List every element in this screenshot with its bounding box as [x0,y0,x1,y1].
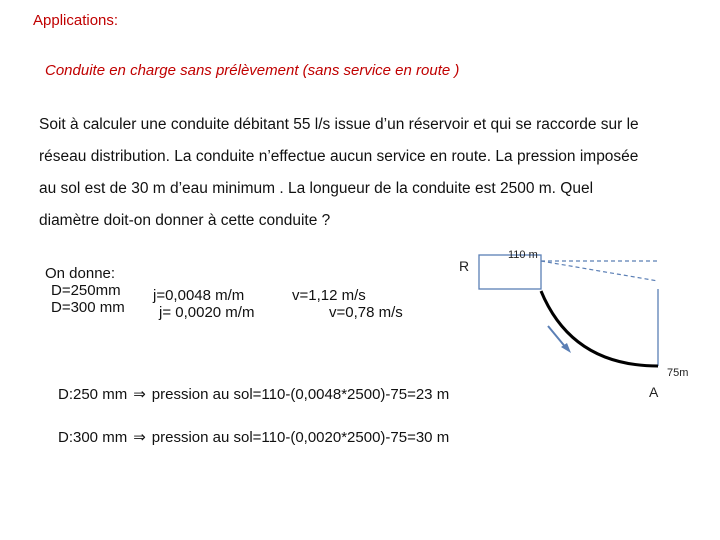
problem-line: réseau distribution. La conduite n’effectue aucun service en route. La pression imposée [39,148,639,165]
reservoir-label: R [459,258,470,274]
given-diameter-2: D=300 mm [51,299,125,316]
problem-line: diamètre doit-on donner à cette conduite ? [39,212,331,229]
subheading: Conduite en charge sans prélèvement (sans service en route ) [45,62,460,79]
problem-line: au sol est de 30 m d’eau minimum . La longueur de la conduite est 2500 m. Quel [39,180,594,197]
point-a-label: A [649,384,659,400]
velocity-1: v=1,12 m/s [292,287,366,304]
problem-line: Soit à calculer une conduite débitant 55 l/s issue d’un réservoir et qui se raccorde sur le [39,116,639,133]
implies-arrow-icon: ⇒ [133,385,146,403]
heading: Applications: [33,12,119,29]
result-lhs: D:250 mm [58,386,128,403]
height-label: 110 m [508,249,538,261]
velocity-2: v=0,78 m/s [329,304,403,321]
head-loss-2: j= 0,0020 m/m [159,304,255,321]
result-rhs: pression au sol=110-(0,0020*2500)-75=30 m [151,429,450,446]
implies-arrow-icon: ⇒ [133,428,146,446]
head-loss-1: j=0,0048 m/m [153,287,245,304]
result-rhs: pression au sol=110-(0,0048*2500)-75=23 m [151,386,450,403]
ground-label: 75m [667,367,689,379]
energy-grade-line [541,261,658,281]
pipe-curve [541,291,658,366]
given-title: On donne: [45,265,116,282]
result-lhs: D:300 mm [58,429,128,446]
given-diameter-1: D=250mm [51,282,121,299]
